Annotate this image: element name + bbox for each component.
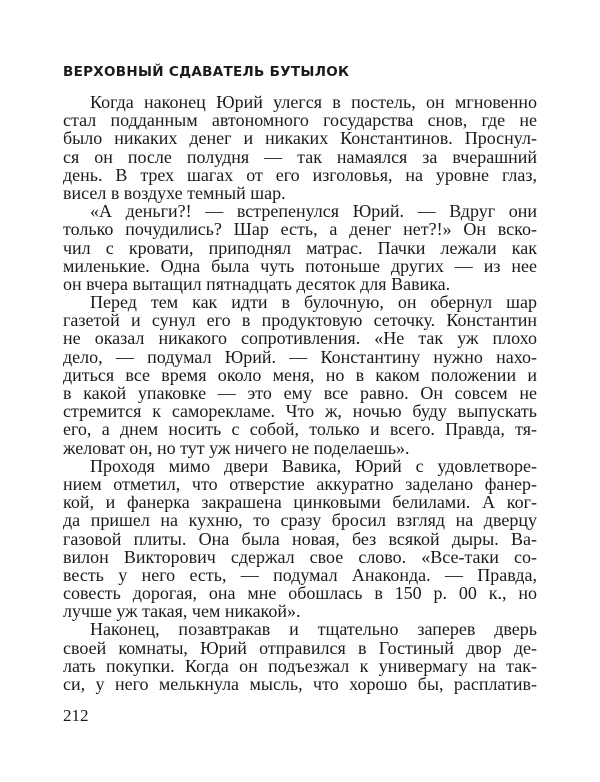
text-line: Когда наконец Юрий улегся в постель, он мгновенно [90,92,537,112]
text-line: день. В трех шагах от его изголовья, на уровне глаз, [63,164,537,185]
text-line: только почудились? Шар есть, а денег нет?!» Он вско- [63,219,537,240]
text-line: дело, — подумал Юрий. — Константину нужно нахо- [63,346,537,367]
text-line: вилон Викторович сдержал свое слово. «Все-таки со- [63,546,537,567]
text-line: в какой упаковке — это ему все равно. Он совсем не [63,383,537,403]
text-line: ся он после полудня — так намаялся за вчерашний [63,146,537,167]
text-line: газовой плиты. Она была новая, без всякой дыры. Ва- [63,528,537,549]
text-line: своей комнаты, Юрий отправился в Гостиный двор де- [63,637,537,658]
text-line: было никаких денег и никаких Константинов. Проснул- [63,128,537,149]
text-line: диться все время около меня, но в каком положении и [63,364,537,385]
text-line: стал подданным автономного государства снов, где не [63,110,537,131]
text-line: да пришел на кухню, то сразу бросил взгляд на дверцу [63,510,537,531]
paragraph [63,293,537,457]
text-line: не оказал никакого сопротивления. «Не так уж плохо [63,328,537,349]
text-line: нием отметил, что отверстие аккуратно заделано фанер- [63,473,537,494]
chapter-heading: ВЕРХОВНЫЙ СДАВАТЕЛЬ БУТЫЛОК [63,64,350,80]
paragraph [63,620,537,693]
text-line: миленькие. Одна была чуть потоньше других — из нее [63,255,537,276]
paragraph [63,93,537,202]
text-line: Наконец, позавтракав и тщательно заперев дверь [90,619,537,640]
paragraph [63,202,537,293]
text-line: лать покупки. Когда он подъезжал к универмагу на так- [63,655,537,676]
text-line: чил с кровати, приподнял матрас. Пачки лежали как [63,237,537,258]
text-line: желоват он, но тут уж ничего не поделаешь». [63,437,410,458]
text-line: лучше уж такая, чем никакой». [63,601,301,622]
page-number: 212 [63,706,89,725]
text-line: си, у него мелькнула мысль, что хорошо бы, расплатив- [63,674,537,694]
text-line: Проходя мимо двери Вавика, Юрий с удовлетворе- [90,455,537,476]
text-line: кой, и фанерка закрашена цинковыми белилами. А ког- [63,492,537,513]
text-line: стремится к саморекламе. Что ж, ночью буду выпускать [63,401,537,422]
body-text [63,93,537,693]
text-line: он вчера вытащил пятнадцать десяток для Вавика. [63,273,451,294]
text-line: висел в воздухе темный шар. [63,182,286,203]
text-line: весть у него есть, — подумал Анаконда. — Правда, [63,564,537,585]
text-line: его, а днем носить с собой, только и всего. Правда, тя- [63,419,537,440]
paragraph [63,457,537,621]
text-line: совесть дорогая, она мне обошлась в 150 р. 00 к., но [63,583,537,604]
text-line: Перед тем как идти в булочную, он обернул шар [90,292,537,313]
text-line: газетой и сунул его в продуктовую сеточку. Константин [63,310,537,331]
text-line: «А деньги?! — встрепенулся Юрий. — Вдруг они [90,201,537,222]
